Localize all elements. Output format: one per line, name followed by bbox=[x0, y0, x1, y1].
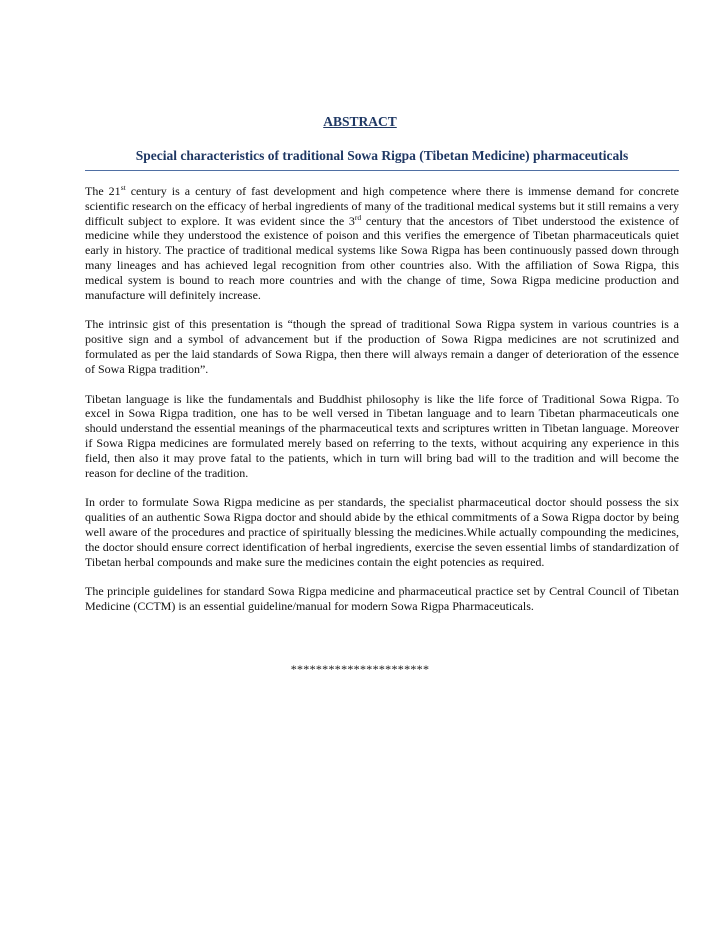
end-marker: ********************** bbox=[290, 662, 430, 676]
paragraph-1-part-b: century is a century of fast development and high competence where there is immense demand for concrete scientific research on the efficacy of herbal ingredients of many of the traditional medical systems but it still remains a very difficult subject to explore. It was evident since the 3 bbox=[85, 184, 679, 228]
paragraph-4: In order to formulate Sowa Rigpa medicine as per standards, the specialist pharmaceutical doctor should possess the six qualities of an authentic Sowa Rigpa doctor and should abide by the ethical commitments of a Sowa Rigpa doctor by being well aware of the procedures and practice of spiritually blessing the medicines.While actually compounding the medicines, the doctor should ensure correct identification of herbal ingredients, exercise the seven essential limbs of standardization of Tibetan herbal compounds and make sure the medicines contain the eight potencies as required. bbox=[85, 495, 679, 569]
ordinal-suffix-rd: rd bbox=[354, 212, 362, 222]
paragraph-3: Tibetan language is like the fundamentals and Buddhist philosophy is like the life force of Traditional Sowa Rigpa. To excel in Sowa Rigpa tradition, one has to be well versed in Tibetan language and to learn Tibetan pharmaceuticals one should understand the essential meanings of the pharmaceutical texts and scriptures written in Tibetan language. Moreover if Sowa Rigpa medicines are formulated merely based on referring to the texts, without acquiring any experience in this field, then also it may prove fatal to the patients, which in turn will bring bad will to the tradition and will become the reason for decline of the tradition. bbox=[85, 391, 679, 480]
paragraph-1 bbox=[85, 184, 679, 302]
paragraph-5: The principle guidelines for standard Sowa Rigpa medicine and pharmaceutical practice set by Central Council of Tibetan Medicine (CCTM) is an essential guideline/manual for modern Sowa Rigpa Pharmaceuticals. bbox=[85, 584, 679, 614]
paragraph-1-part-a: The 21 bbox=[85, 184, 121, 198]
abstract-body bbox=[85, 184, 679, 629]
paragraph-2: The intrinsic gist of this presentation is “though the spread of traditional Sowa Rigpa system in various countries is a positive sign and a symbol of advancement but if the production of Sowa Rigpa medicines are not scrutinized and formulated as per the laid standards of Sowa Rigpa, then there will always remain a danger of deterioration of the essence of Sowa Rigpa tradition”. bbox=[85, 317, 679, 376]
abstract-heading: ABSTRACT bbox=[323, 114, 397, 129]
ordinal-suffix-st: st bbox=[120, 183, 126, 192]
paragraph-1-part-c: century that the ancestors of Tibet understood the existence of medicine while they understood the existence of poison and this verifies the emergence of Tibetan pharmaceuticals quiet early in history. The practice of traditional medical systems like Sowa Rigpa has been continuously passed down through many lineages and has achieved legal recognition from other countries also. With the affiliation of Sowa Rigpa, this medical system is bound to reach more countries and with the change of time, Sowa Rigpa medicine production and manufacture will definitely increase. bbox=[85, 213, 680, 302]
document-title: Special characteristics of traditional Sowa Rigpa (Tibetan Medicine) pharmaceuticals bbox=[85, 148, 679, 171]
